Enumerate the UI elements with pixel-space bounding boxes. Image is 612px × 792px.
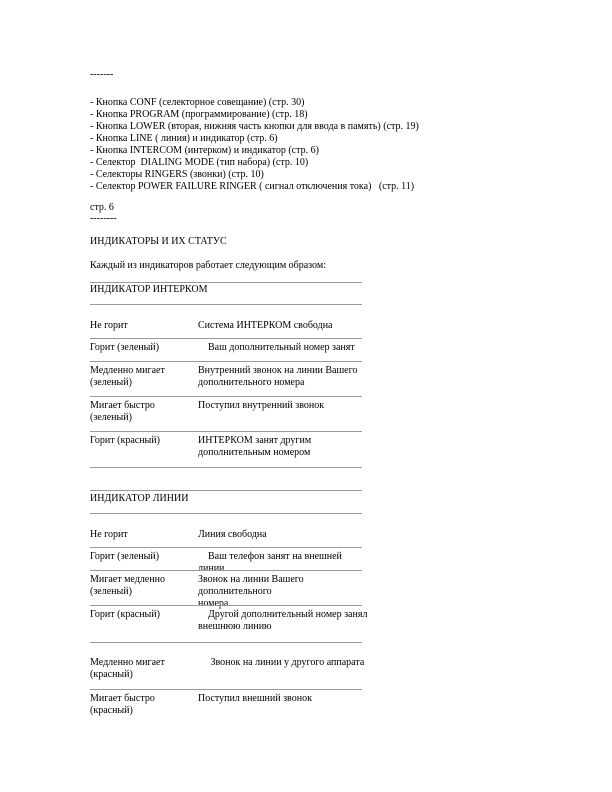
indicator-state: Горит (красный) — [90, 609, 160, 620]
indicator-state: Медленно мигает (красный) — [90, 657, 165, 680]
list-item: - Кнопка CONF (селекторное совещание) (стр. 30) — [90, 97, 305, 108]
indicator-meaning: Другой дополнительный номер занял внешнюю линию — [198, 609, 368, 632]
indicator-state: Не горит — [90, 320, 128, 331]
indicator-state: Горит (зеленый) — [90, 551, 160, 562]
table-rule — [90, 642, 362, 643]
table-rule — [90, 570, 362, 571]
indicator-meaning: Линия свободна — [198, 529, 267, 540]
table-rule — [90, 282, 362, 283]
list-item: - Селекторы RINGERS (звонки) (стр. 10) — [90, 169, 264, 180]
table-rule — [90, 490, 362, 491]
indicator-state: Медленно мигает (зеленый) — [90, 365, 165, 388]
table-rule — [90, 547, 362, 548]
indicator-state: Горит (красный) — [90, 435, 160, 446]
list-item: - Кнопка INTERCOM (интерком) и индикатор (стр. 6) — [90, 145, 319, 156]
list-item: - Кнопка PROGRAM (программирование) (стр. 18) — [90, 109, 308, 120]
indicator-state: Горит (зеленый) — [90, 342, 160, 353]
indicator-meaning: Внутренний звонок на линии Вашего дополнительного номера — [198, 365, 358, 388]
list-item: - Кнопка LINE ( линия) и индикатор (стр. 6) — [90, 133, 278, 144]
table-rule — [90, 338, 362, 339]
table-rule — [90, 605, 362, 606]
page-reference: стр. 6 — [90, 202, 114, 213]
top-separator: ------- — [90, 69, 114, 80]
intercom-table-title: ИНДИКАТОР ИНТЕРКОМ — [90, 284, 208, 295]
indicator-meaning: Звонок на линии у другого аппарата — [198, 657, 365, 668]
list-item: - Кнопка LOWER (вторая, нижняя часть кнопки для ввода в память) (стр. 19) — [90, 121, 419, 132]
indicator-meaning: Система ИНТЕРКОМ свободна — [198, 320, 333, 331]
section-heading: ИНДИКАТОРЫ И ИХ СТАТУС — [90, 236, 227, 247]
indicator-meaning: Поступил внешний звонок — [198, 693, 312, 704]
indicator-meaning: Звонок на линии Вашего дополнительного номера — [198, 574, 304, 609]
indicator-state: Не горит — [90, 529, 128, 540]
list-item: - Селектор POWER FAILURE RINGER ( сигнал отключения тока) (стр. 11) — [90, 181, 415, 192]
table-rule — [90, 396, 362, 397]
table-rule — [90, 431, 362, 432]
page-separator: -------- — [90, 213, 117, 224]
indicator-state: Мигает быстро (зеленый) — [90, 400, 155, 423]
table-rule — [90, 304, 362, 305]
indicator-meaning: ИНТЕРКОМ занят другим дополнительным номером — [198, 435, 312, 458]
line-table-title: ИНДИКАТОР ЛИНИИ — [90, 493, 189, 504]
indicator-meaning: Ваш дополнительный номер занят — [198, 342, 355, 353]
table-rule — [90, 467, 362, 468]
table-rule — [90, 513, 362, 514]
intro-text: Каждый из индикаторов работает следующим образом: — [90, 260, 326, 271]
indicator-state: Мигает медленно (зеленый) — [90, 574, 165, 597]
indicator-state: Мигает быстро (красный) — [90, 693, 155, 716]
table-rule — [90, 361, 362, 362]
indicator-meaning: Поступил внутренний звонок — [198, 400, 325, 411]
indicator-meaning: Ваш телефон занят на внешней линии — [198, 551, 345, 574]
list-item: - Селектор DIALING MODE (тип набора) (стр. 10) — [90, 157, 309, 168]
table-rule — [90, 689, 362, 690]
